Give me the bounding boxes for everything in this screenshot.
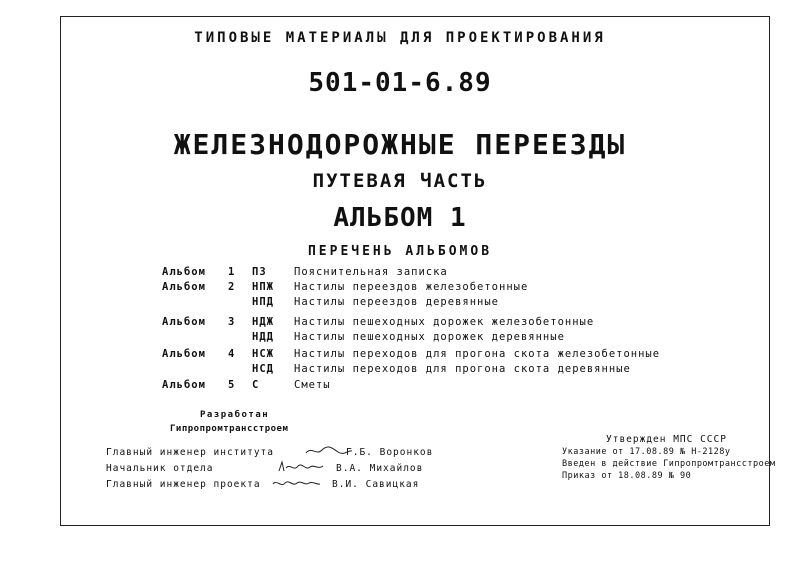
album-code: НСЖ — [252, 348, 274, 360]
album-label: Альбом — [162, 348, 206, 360]
album-num: 1 — [228, 266, 236, 278]
album-desc: Пояснительная записка — [294, 266, 448, 278]
signature-role: Главный инженер института — [106, 447, 274, 458]
album-number: АЛЬБОМ 1 — [333, 203, 467, 233]
album-code: ПЗ — [252, 266, 267, 278]
album-code: НДД — [252, 331, 274, 343]
handwritten-signature — [271, 476, 321, 490]
signature-name: Г.Б. Воронков — [346, 447, 434, 458]
album-desc: Сметы — [294, 379, 331, 391]
album-label: Альбом — [162, 379, 206, 391]
signature-name: В.И. Савицкая — [332, 479, 420, 490]
approval-line: Приказ от 18.08.89 № 90 — [562, 471, 692, 481]
developed-by-label: Разработан — [200, 410, 270, 420]
signature-role: Главный инженер проекта — [106, 479, 261, 490]
album-desc: Настилы переходов для прогона скота деревянные — [294, 363, 631, 375]
approval-line: Введен в действие Гипропромтрансстроем — [562, 459, 776, 469]
developer-org: Гипропромтрансстроем — [170, 424, 289, 434]
album-desc: Настилы переездов железобетонные — [294, 281, 529, 293]
album-num: 4 — [228, 348, 236, 360]
document-subtitle: ПУТЕВАЯ ЧАСТЬ — [312, 170, 488, 192]
album-num: 3 — [228, 316, 236, 328]
approval-line: Указание от 17.08.89 № Н-2128у — [562, 447, 731, 457]
album-label: Альбом — [162, 281, 206, 293]
album-num: 2 — [228, 281, 236, 293]
album-desc: Настилы переходов для прогона скота железобетонные — [294, 348, 661, 360]
album-desc: Настилы пешеходных дорожек железобетонные — [294, 316, 595, 328]
albums-list-heading: ПЕРЕЧЕНЬ АЛЬБОМОВ — [307, 244, 493, 259]
album-code: НСД — [252, 363, 274, 375]
series-heading: ТИПОВЫЕ МАТЕРИАЛЫ ДЛЯ ПРОЕКТИРОВАНИЯ — [194, 30, 606, 46]
album-code: С — [252, 379, 260, 391]
document-code: 501-01-6.89 — [308, 68, 492, 98]
album-desc: Настилы пешеходных дорожек деревянные — [294, 331, 565, 343]
signature-name: В.А. Михайлов — [336, 463, 424, 474]
album-label: Альбом — [162, 266, 206, 278]
handwritten-signature — [276, 460, 326, 474]
album-code: НПЖ — [252, 281, 274, 293]
approval-line: Утвержден МПС СССР — [606, 434, 727, 445]
signature-role: Начальник отдела — [106, 463, 214, 474]
album-code: НДЖ — [252, 316, 274, 328]
album-code: НПД — [252, 296, 274, 308]
album-label: Альбом — [162, 316, 206, 328]
album-num: 5 — [228, 379, 236, 391]
album-desc: Настилы переездов деревянные — [294, 296, 500, 308]
document-title: ЖЕЛЕЗНОДОРОЖНЫЕ ПЕРЕЕЗДЫ — [173, 128, 627, 161]
